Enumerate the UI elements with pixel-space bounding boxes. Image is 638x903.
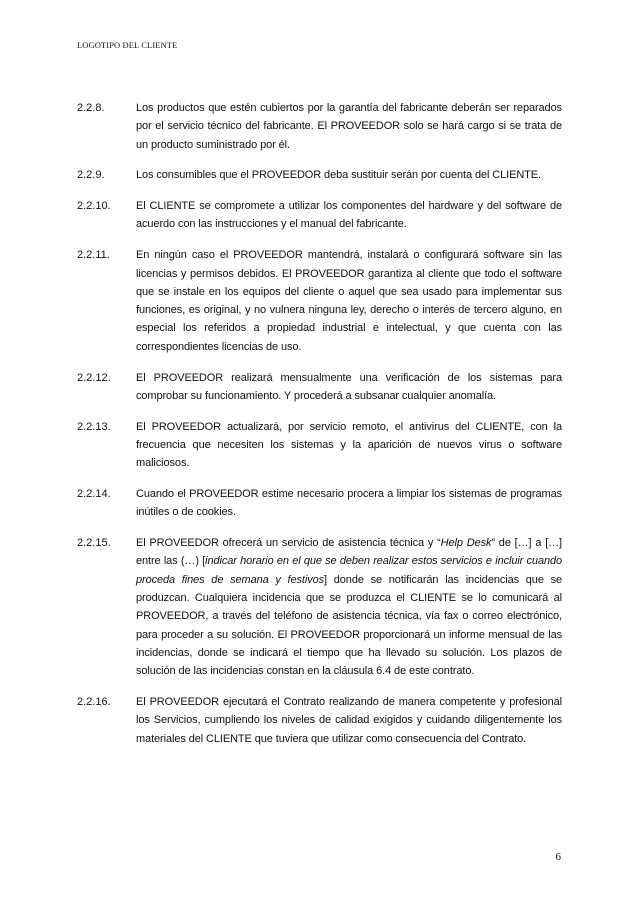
page-number: 6	[555, 851, 561, 863]
clause	[77, 534, 562, 680]
clause	[77, 166, 562, 184]
clause-number: 2.2.16.	[77, 696, 111, 709]
clause-text-italic: indicar horario en el que se deben realizar estos servicios e incluir cuando proceda fines de semana y festivos	[136, 555, 563, 586]
clause-text-segment: El PROVEEDOR actualizará, por servicio remoto, el antivirus del CLIENTE, con la frecuencia que necesiten los sistemas y la aparición de nuevos virus o software maliciosos.	[136, 420, 562, 470]
clause-number: 2.2.9.	[77, 169, 105, 182]
clause-text	[136, 166, 562, 184]
clause-text	[136, 369, 562, 406]
clause-number: 2.2.8.	[77, 102, 105, 114]
clause	[77, 197, 562, 234]
clause-text-segment: El PROVEEDOR ejecutará el Contrato realizando de manera competente y profesional los Servicios, cumpliendo los niveles de calidad exigidos y cuidando diligentemente los materiales del CLIENTE que tuviera que utilizar como consecuencia del Contrato.	[136, 696, 562, 745]
clause-number: 2.2.11.	[77, 249, 110, 262]
clause-text-segment: El PROVEEDOR ofrecerá un servicio de asistencia técnica y “	[136, 537, 441, 550]
clause	[77, 99, 562, 154]
clause-text-segment: ] donde se notificarán las incidencias que se produzcan. Cualquiera incidencia que se produzca el CLIENTE se lo comunicará al PROVEEDOR, a través del teléfono de asistencia técnica, vía fax o correo electrónico, para proceder a su solución. El PROVEEDOR proporcionará un informe mensual de las incidencias, donde se indicará el tiempo que ha llevado su solución. Los plazos de solución de las incidencias constan en la cláusula 6.4 de este contrato.	[136, 573, 563, 678]
clause	[77, 485, 562, 522]
clause-text-segment: ” de […] a […] entre las (…) [	[136, 537, 563, 568]
clause-number: 2.2.13.	[77, 420, 111, 433]
clause	[77, 369, 562, 406]
clause-text	[136, 246, 562, 356]
clause-text-segment: El CLIENTE se compromete a utilizar los componentes del hardware y del software de acuerdo con las instrucciones y el manual del fabricante.	[136, 200, 562, 231]
client-logo-placeholder: LOGOTIPO DEL CLIENTE	[77, 40, 178, 50]
clause	[77, 418, 562, 473]
clause-number: 2.2.12.	[77, 371, 111, 384]
clause-list	[77, 99, 562, 760]
clause-text	[136, 99, 562, 154]
clause-text-italic: Help Desk	[440, 537, 492, 550]
clause-text-segment: Los consumibles que el PROVEEDOR deba sustituir serán por cuenta del CLIENTE.	[136, 169, 541, 182]
clause-text	[136, 197, 562, 234]
clause-text-segment: En ningún caso el PROVEEDOR mantendrá, instalará o configurará software sin las licencias y permisos debidos. El PROVEEDOR garantiza al cliente que todo el software que se instale en los equipos del cliente o aquel que sea usado para implementar sus funciones, es original, y no vulnera ninguna ley, derecho o interés de tercero alguno, en especial los referidos a propiedad industrial e intelectual, y que cuenta con las correspondientes licencias de uso.	[136, 249, 562, 353]
clause-text	[136, 534, 562, 680]
clause-number: 2.2.15.	[77, 537, 111, 550]
clause-text-segment: El PROVEEDOR realizará mensualmente una verificación de los sistemas para comprobar su funcionamiento. Y procederá a subsanar cualquier anomalía.	[136, 371, 562, 402]
clause-text	[136, 485, 562, 522]
clause-number: 2.2.10.	[77, 200, 111, 213]
clause	[77, 693, 562, 748]
clause-text	[136, 693, 562, 748]
clause	[77, 246, 562, 356]
clause-text-segment: Cuando el PROVEEDOR estime necesario procera a limpiar los sistemas de programas inútiles o de cookies.	[136, 488, 562, 519]
clause-text-segment: Los productos que estén cubiertos por la garantía del fabricante deberán ser reparados por el servicio técnico del fabricante. El PROVEEDOR solo se hará cargo si se trata de un producto suministrado por él.	[136, 102, 562, 151]
clause-text	[136, 418, 562, 473]
clause-number: 2.2.14.	[77, 488, 111, 501]
